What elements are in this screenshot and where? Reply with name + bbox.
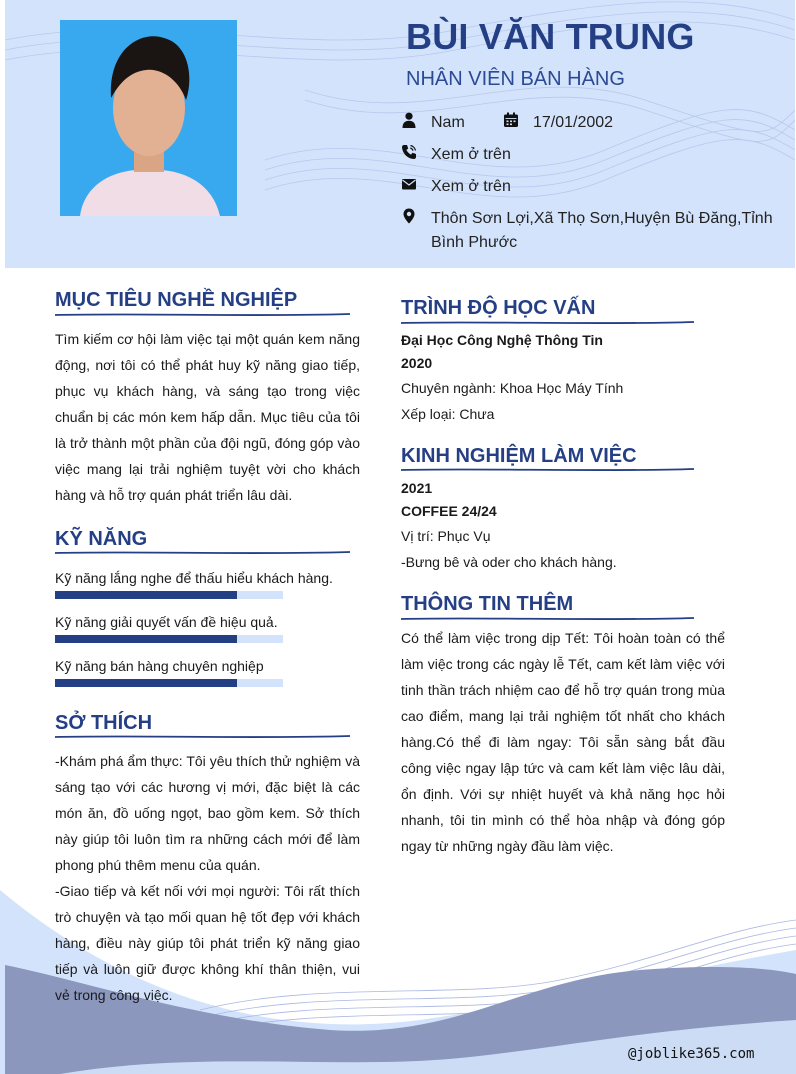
watermark: @joblike365.com — [628, 1046, 755, 1062]
email-text: Xem ở trên — [431, 178, 511, 195]
experience-company: COFFEE 24/24 — [401, 503, 497, 519]
objective-text: Tìm kiếm cơ hội làm việc tại một quán kem năng động, nơi tôi có thể phát huy kỹ năng giao tiếp, phục vụ khách hàng, và sáng tạo trong việc chuẩn bị các món kem hấp dẫn. Mục tiêu của tôi là trở thành một phần của đội ngũ, đóng góp vào việc mang lại trải nghiệm tuyệt vời cho khách hàng và hỗ trợ quán phát triển lâu dài. — [55, 331, 360, 503]
skills-title: KỸ NĂNG — [55, 528, 148, 550]
experience-underline — [401, 467, 694, 473]
phone-icon — [401, 144, 417, 160]
candidate-position: NHÂN VIÊN BÁN HÀNG — [406, 68, 625, 90]
hobbies-underline — [55, 734, 350, 740]
experience-title: KINH NGHIỆM LÀM VIỆC — [401, 445, 637, 467]
address-text: Thôn Sơn Lợi,Xã Thọ Sơn,Huyện Bù Đăng,Tỉnh Bình Phước — [431, 210, 773, 251]
gender-row — [401, 111, 465, 135]
phone-row — [401, 143, 511, 167]
additional-info-underline — [401, 616, 694, 622]
hobbies-title: SỞ THÍCH — [55, 712, 153, 734]
email-row — [401, 175, 511, 199]
additional-info-text: Có thể làm việc trong dịp Tết: Tôi hoàn toàn có thể làm việc trong các ngày lễ Tết, cam kết làm việc với tinh thần trách nhiệm cao để hỗ trợ quán trong mùa cao điểm, mang lại trải nghiệm tốt nhất cho khách hàng.Có thể đi làm ngay: Tôi sẵn sàng bắt đầu công việc ngay lập tức và cam kết làm việc lâu dài, ổn định. Với sự nhiệt huyết và khả năng học hỏi nhanh, tôi tin mình có thể hòa nhập và đóng góp ngay từ những ngày đầu làm việc. — [401, 630, 725, 854]
objective-underline — [55, 312, 350, 318]
skill-3-label: Kỹ năng bán hàng chuyên nghiệp — [55, 658, 264, 674]
phone-text: Xem ở trên — [431, 146, 511, 163]
education-title: TRÌNH ĐỘ HỌC VẤN — [401, 297, 596, 319]
skill-1-bar-fill — [55, 591, 237, 599]
location-pin-icon — [401, 208, 417, 224]
skill-3-bar — [55, 679, 283, 687]
skill-2-bar — [55, 635, 283, 643]
profile-photo — [60, 20, 237, 216]
skill-2-bar-fill — [55, 635, 237, 643]
hobbies-paragraph-1: -Khám phá ẩm thực: Tôi yêu thích thử nghiệm và sáng tạo với các hương vị mới, đặc biệt là các món ăn, đồ uống ngọt, bao gồm kem. Sở thích này giúp tôi luôn tìm ra những cách mới để làm phong phú thêm menu của quán. — [55, 753, 360, 873]
education-rank: Xếp loại: Chưa — [401, 406, 495, 422]
objective-title: MỤC TIÊU NGHỀ NGHIỆP — [55, 289, 298, 311]
experience-description: -Bưng bê và oder cho khách hàng. — [401, 554, 617, 570]
birthdate-row — [503, 111, 613, 135]
calendar-icon — [503, 112, 519, 128]
hobbies-paragraph-2: -Giao tiếp và kết nối với mọi người: Tôi rất thích trò chuyện và tạo mối quan hệ tốt đẹp với khách hàng, điều này giúp tôi phát triển kỹ năng giao tiếp và luôn giữ được không khí thân thiện, vui vẻ trong công việc. — [55, 883, 360, 1003]
header-banner — [5, 0, 795, 268]
gender-text: Nam — [431, 114, 465, 131]
skill-1-label: Kỹ năng lắng nghe để thấu hiểu khách hàng. — [55, 570, 333, 586]
address-row — [401, 207, 776, 255]
education-year: 2020 — [401, 355, 433, 371]
candidate-name: BÙI VĂN TRUNG — [406, 16, 695, 57]
experience-year: 2021 — [401, 480, 433, 496]
education-major: Chuyên ngành: Khoa Học Máy Tính — [401, 380, 624, 396]
envelope-icon — [401, 176, 417, 192]
birthdate-text: 17/01/2002 — [533, 114, 614, 131]
user-icon — [401, 112, 417, 128]
education-school: Đại Học Công Nghệ Thông Tin — [401, 332, 603, 348]
experience-role: Vị trí: Phục Vụ — [401, 528, 491, 544]
skills-underline — [55, 550, 350, 556]
skill-1-bar — [55, 591, 283, 599]
education-underline — [401, 320, 694, 326]
skill-2-label: Kỹ năng giải quyết vấn đề hiệu quả. — [55, 614, 278, 630]
skill-3-bar-fill — [55, 679, 237, 687]
additional-info-title: THÔNG TIN THÊM — [401, 593, 574, 615]
